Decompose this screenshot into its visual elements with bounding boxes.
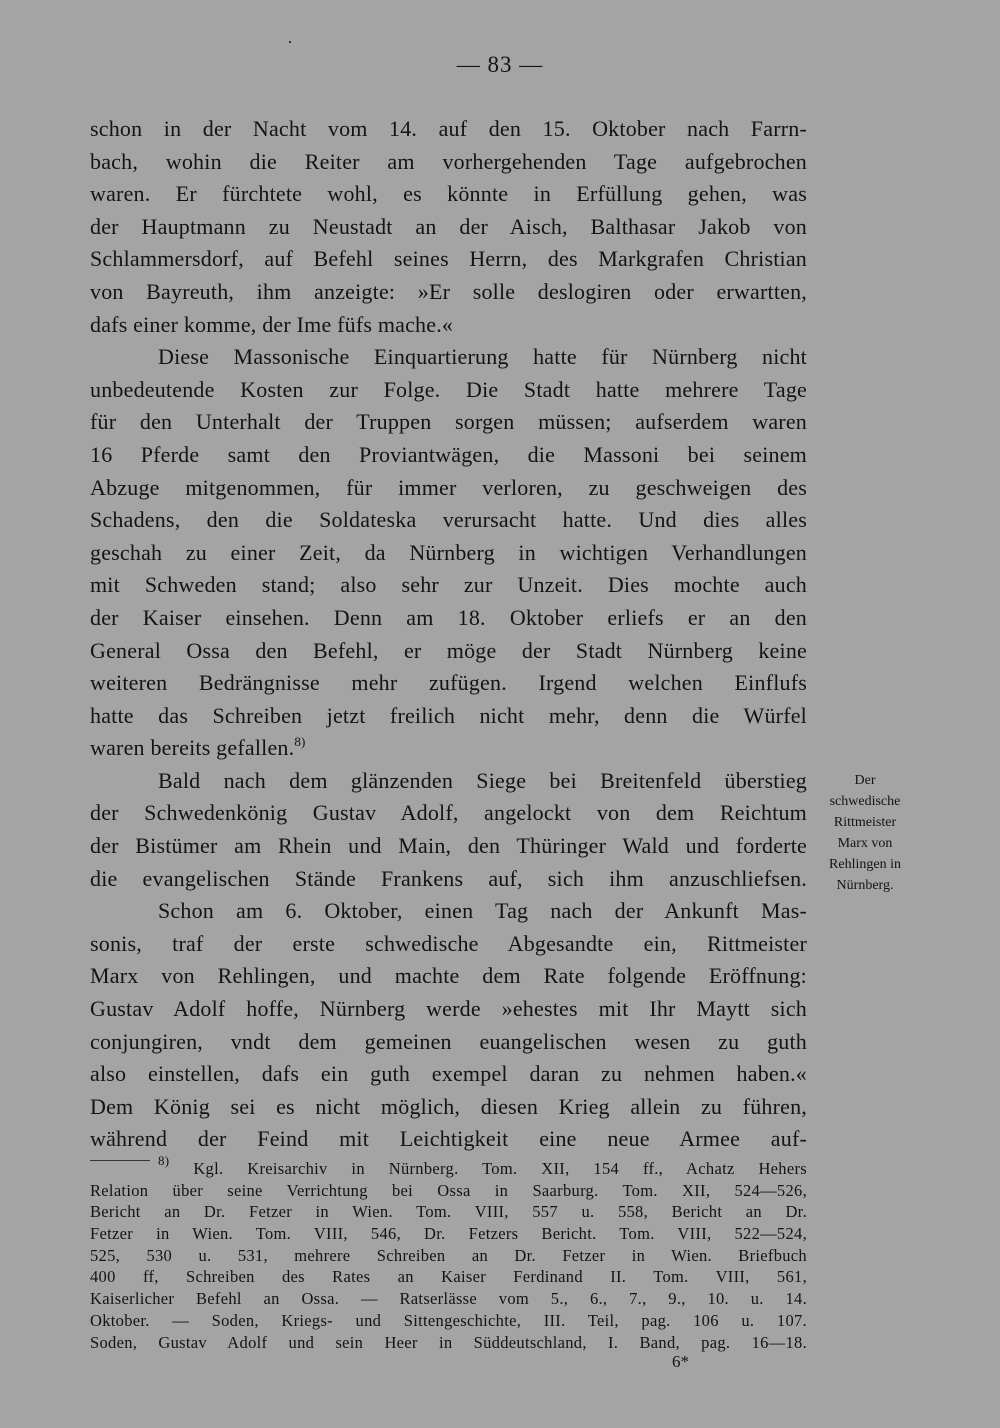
body-line: General Ossa den Befehl, er möge der Stadt Nürnberg keine <box>90 637 807 663</box>
body-line: der Hauptmann zu Neustadt an der Aisch, Balthasar Jakob von <box>90 213 807 239</box>
footnote-line: Bericht an Dr. Fetzer in Wien. Tom. VIII, 557 u. 558, Bericht an Dr. <box>90 1202 807 1222</box>
footnote-line: Soden, Gustav Adolf und sein Heer in Süddeutschland, I. Band, pag. 16—18. <box>90 1332 807 1352</box>
main-text <box>90 113 807 1156</box>
body-line: Abzuge mitgenommen, für immer verloren, zu geschweigen des <box>90 474 807 500</box>
body-line: mit Schweden stand; also sehr zur Unzeit. Dies mochte auch <box>90 572 807 598</box>
body-line: conjungiren, vndt dem gemeinen euangelischen wesen zu guth <box>90 1028 807 1054</box>
margin-note-line: Nürnberg. <box>836 878 894 893</box>
footnote-line: Oktober. — Soden, Kriegs- und Sittengeschichte, III. Teil, pag. 106 u. 107. <box>90 1310 807 1330</box>
body-line: während der Feind mit Leichtigkeit eine neue Armee auf- <box>90 1126 807 1152</box>
body-line: für den Unterhalt der Truppen sorgen müssen; aufserdem waren <box>90 409 807 435</box>
margin-note-line: Rehlingen in <box>829 857 901 872</box>
body-line: Dem König sei es nicht möglich, diesen Krieg allein zu führen, <box>90 1093 807 1119</box>
margin-note-line: schwedische <box>829 794 901 809</box>
margin-note-line: Marx von <box>837 836 893 851</box>
body-line: der Kaiser einsehen. Denn am 18. Oktober erliefs er an den <box>90 604 807 630</box>
page-number: — 83 — <box>456 52 544 77</box>
body-line: der Bistümer am Rhein und Main, den Thüringer Wald und forderte <box>90 833 807 859</box>
body-line: 16 Pferde samt den Proviantwägen, die Massoni bei seinem <box>90 441 807 467</box>
body-line: dafs einer komme, der Ime füfs mache.« <box>90 311 454 337</box>
footnote-line: 525, 530 u. 531, mehrere Schreiben an Dr. Fetzer in Wien. Briefbuch <box>90 1245 807 1265</box>
body-line: der Schwedenkönig Gustav Adolf, angelockt von dem Reichtum <box>90 800 807 826</box>
signature-mark: 6* <box>672 1352 689 1371</box>
footnote-text: Kgl. Kreisarchiv in Nürnberg. Tom. XII, 154 ff., Achatz Hehers <box>193 1159 807 1178</box>
footnote-line: Relation über seine Verrichtung bei Ossa in Saarburg. Tom. XII, 524—526, <box>90 1180 807 1200</box>
body-line-text: waren bereits gefallen. <box>90 735 295 761</box>
body-line: Schadens, den die Soldateska verursacht hatte. Und dies alles <box>90 507 807 533</box>
body-line: Bald nach dem glänzenden Siege bei Breitenfeld überstieg <box>158 767 807 793</box>
body-line: von Bayreuth, ihm anzeigte: »Er solle deslogiren oder erwartten, <box>90 278 807 304</box>
footnotes <box>90 1153 807 1353</box>
body-line: waren. Er fürchtete wohl, es könnte in Erfüllung gehen, was <box>90 181 807 207</box>
margin-note <box>812 770 918 896</box>
footnote-reference: 8) <box>294 734 306 750</box>
body-line: unbedeutende Kosten zur Folge. Die Stadt hatte mehrere Tage <box>90 376 807 402</box>
body-line: Schon am 6. Oktober, einen Tag nach der Ankunft Mas- <box>158 898 807 924</box>
footnote-line: Fetzer in Wien. Tom. VIII, 546, Dr. Fetzers Bericht. Tom. VIII, 522—524, <box>90 1224 807 1244</box>
body-line: geschah zu einer Zeit, da Nürnberg in wichtigen Verhandlungen <box>90 539 807 565</box>
body-line: also einstellen, dafs ein guth exempel daran zu nehmen haben.« <box>90 1061 807 1087</box>
body-line: Marx von Rehlingen, und machte dem Rate folgende Eröffnung: <box>90 963 807 989</box>
footnote-marker: 8) <box>158 1153 170 1168</box>
body-line-with-footnote-ref <box>90 732 807 765</box>
body-line: Gustav Adolf hoffe, Nürnberg werde »ehestes mit Ihr Maytt sich <box>90 996 807 1022</box>
body-line: schon in der Nacht vom 14. auf den 15. Oktober nach Farrn- <box>90 116 807 141</box>
footnote-line <box>90 1153 807 1180</box>
body-line: weiteren Bedrängnisse mehr zufügen. Irgend welchen Einflufs <box>90 670 807 696</box>
body-line: hatte das Schreiben jetzt freilich nicht mehr, denn die Würfel <box>90 702 807 728</box>
margin-note-line: Der <box>854 773 876 788</box>
margin-note-line: Rittmeister <box>833 815 897 830</box>
body-line: die evangelischen Stände Frankens auf, sich ihm anzuschliefsen. <box>90 865 807 891</box>
body-line: bach, wohin die Reiter am vorhergehenden Tage aufgebrochen <box>90 148 807 174</box>
body-line: sonis, traf der erste schwedische Abgesandte ein, Rittmeister <box>90 930 807 956</box>
print-speck <box>289 41 291 43</box>
footnote-line: 400 ff, Schreiben des Rates an Kaiser Ferdinand II. Tom. VIII, 561, <box>90 1267 807 1287</box>
footnote-line: Kaiserlicher Befehl an Ossa. — Ratserlässe vom 5., 6., 7., 9., 10. u. 14. <box>90 1289 807 1309</box>
body-line: Schlammersdorf, auf Befehl seines Herrn, des Markgrafen Christian <box>90 246 807 272</box>
body-line: Diese Massonische Einquartierung hatte für Nürnberg nicht <box>158 344 807 370</box>
